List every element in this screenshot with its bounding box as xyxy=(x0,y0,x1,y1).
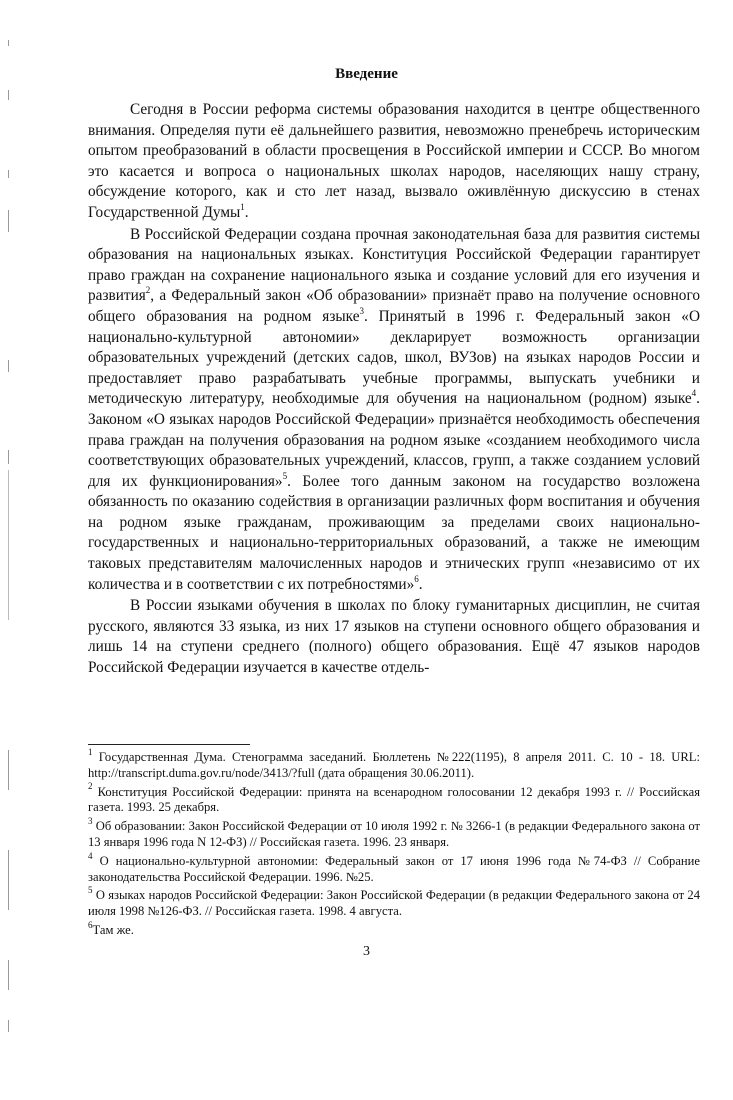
paragraph-2: В Российской Федерации создана прочная законодательная база для развития системы образования на национальных языках. Конституция Российской Федерации гарантирует право граждан на сохранение национального языка и создание условий для его изучения и развития$^2$, а Федеральный закон «Об образовании» признаёт право на получение основного общего образования на родном языке$^3$. Принятый в 1996 г. Федеральный закон «О национально-культурной автономии» декларирует возможность организации образовательных учреждений (детских садов, школ, ВУЗов) на языках народов России и предоставляет право разрабатывать учебные программы, выпускать учебники и методическую литературу, необходимые для обучения на национальном (родном) языке$^4$. Законом «О языках народов Российской Федерации» признаётся необходимость обеспечения права граждан на получения образования на родном языке «созданием необходимого числа соответствующих образовательных учреждений, классов, групп, а также созданием условий для их функционирования»$^5$. Более того данным законом на государство возложена обязанность по оказанию содействия в организации различных форм воспитания и обучения на родном языке гражданам, проживающим за пределами своих национально-государственных и национально-территориальных образований, а также не имеющим таковых представителям малочисленных народов и этнических групп «независимо от их количества и в соответствии с их потребностями»$^6$. xyxy=(88,225,701,593)
paragraph-3: В России языками обучения в школах по блоку гуманитарных дисциплин, не считая русского, являются 33 языка, из них 17 языков на ступени основного общего образования и лишь 14 на ступени среднего (полного) общего образования. Ещё 47 языков народов Российской Федерации изучается в качестве отдель- xyxy=(88,597,700,677)
page-number: 3 xyxy=(363,944,370,959)
footnote-separator xyxy=(88,744,250,745)
footnote-6: $^6$Там же. xyxy=(88,919,134,937)
footnote-4: $^4$ О национально-культурной автономии: Федеральный закон от 17 июня 1996 года №74-ФЗ // Собрание законодательства Российской Федерации. 1996. №25. xyxy=(88,850,700,884)
footnote-ref: 5 xyxy=(282,470,288,481)
footnote-5: $^5$ О языках народов Российской Федерации: Закон Российской Федерации (в редакции Федерального закона от 24 июля 1998 №126-ФЗ. // Российская газета. 1998. 4 августа. xyxy=(88,885,700,919)
footnotes xyxy=(88,746,701,942)
footnote-1: $^1$ Государственная Дума. Стенограмма заседаний. Бюллетень №222(1195), 8 апреля 2011. С. 10 - 18. URL: http://transcript.duma.gov.ru/node/3413/?full (дата обращения 30.06.2011). xyxy=(88,746,700,780)
footnote-3: $^3$ Об образовании: Закон Российской Федерации от 10 июля 1992 г. № 3266-1 (в редакции Федерального закона от 13 января 1996 года N 12-ФЗ) // Российская газета. 1996. 23 января. xyxy=(88,816,701,849)
body-text xyxy=(88,100,700,680)
footnote-ref: 4 xyxy=(691,388,697,399)
footnote-ref: 1 xyxy=(240,201,245,212)
paragraph-1: Сегодня в России реформа системы образования находится в центре общественного внимания. Определяя пути её дальнейшего развития, невозможно пренебречь историческим опытом преобразований в области просвещения в Российской империи и СССР. Во многом это касается и вопроса о национальных школах народов, населяющих нашу страну, обсуждение которого, как и сто лет назад, вызвало оживлённую дискуссию в стенах Государственной Думы$^1$. xyxy=(88,101,700,221)
footnote-ref: 6 xyxy=(414,573,419,584)
footnote-ref: 3 xyxy=(359,305,364,316)
footnote-2: $^2$ Конституция Российской Федерации: принята на всенародном голосовании 12 декабря 1993 г. // Российская газета. 1993. 25 декабря. xyxy=(88,781,700,815)
page-title: Введение xyxy=(335,66,398,82)
scan-margin-marks xyxy=(4,30,18,1030)
footnote-ref: 2 xyxy=(145,285,151,296)
